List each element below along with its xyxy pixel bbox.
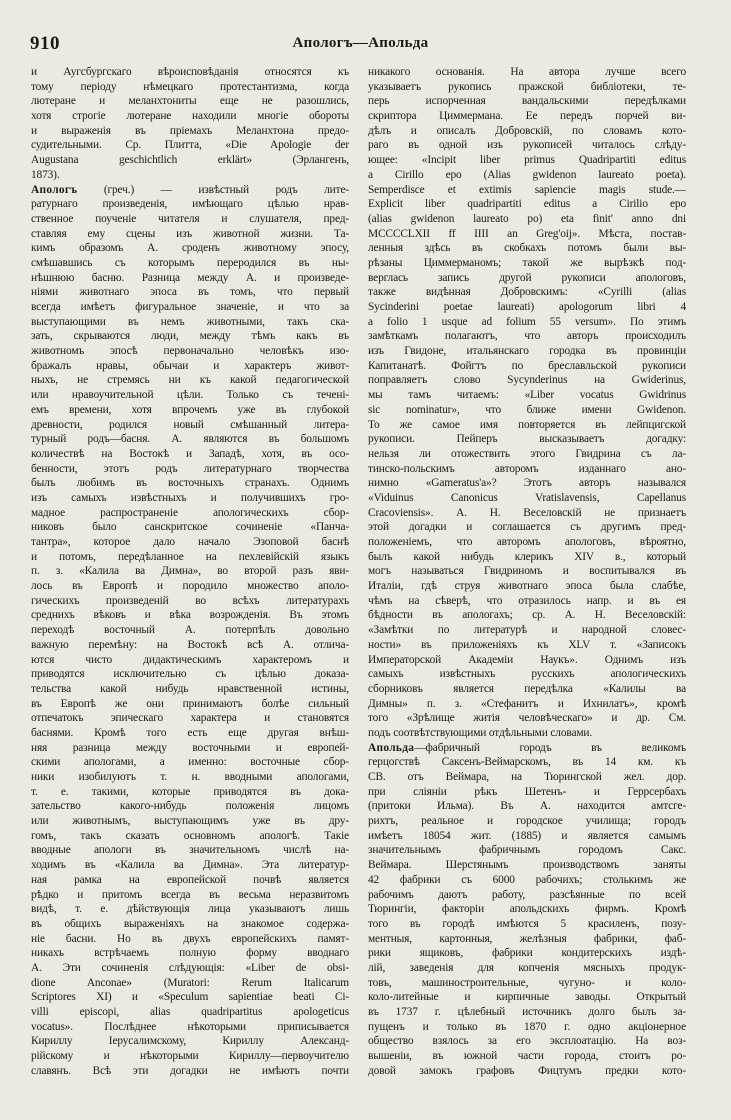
line-text: смѣшавшись съ которымъ переродился въ ны- xyxy=(31,256,349,269)
text-line xyxy=(31,1020,349,1035)
text-line xyxy=(368,638,686,653)
line-text: скриптора Циммермана. Ее передъ порчей ви- xyxy=(368,110,686,123)
text-line xyxy=(31,961,349,976)
line-text: лій, заведенія для копченія мясныхъ продук- xyxy=(368,961,686,974)
line-text: былъ какой нибудь клерикъ XIV в., который xyxy=(368,550,686,563)
line-text: ности» въ приложеніяхъ къ XLV т. «Записокъ xyxy=(368,638,686,651)
text-line xyxy=(368,124,686,139)
text-line xyxy=(31,373,349,388)
line-text: т. е. такими, которые приводятся въ дока- xyxy=(31,785,349,798)
text-line xyxy=(31,843,349,858)
text-line xyxy=(368,197,686,212)
line-text: ются чисто дидактическимъ характеромъ и xyxy=(31,653,349,666)
text-line xyxy=(31,403,349,418)
line-text: среднихъ вѣковъ и вѣка возрожденія. Въ этомъ xyxy=(31,609,349,622)
text-line xyxy=(31,138,349,153)
line-text: ныхъ, не стремясь ни къ какой педагогической xyxy=(31,374,349,387)
line-text: отпечатокъ эпическаго характера и становятся xyxy=(31,712,349,725)
line-text: значительнымъ фабричнымъ городомъ Сакс. xyxy=(368,844,686,857)
line-text: тому періоду нѣмецкаго протестантизма, когда xyxy=(31,80,349,93)
text-line xyxy=(31,711,349,726)
text-line xyxy=(31,65,349,80)
line-text: няя разница между восточными и европей- xyxy=(31,741,349,754)
line-text: рики ящиковъ, фабрики кондитерскихъ издѣ- xyxy=(368,947,686,960)
line-text: бенности, этотъ родъ литературнаго творчества xyxy=(31,462,349,475)
line-text: общество взялось за его эксплоатацію. На воз- xyxy=(368,1035,686,1048)
text-line xyxy=(31,388,349,403)
text-line xyxy=(368,65,686,80)
text-line xyxy=(31,799,349,814)
line-text: баснями. Кромѣ того есть еще другая внѣш- xyxy=(31,726,349,739)
line-text: сборниковъ является передѣлка «Калилы ва xyxy=(368,682,686,695)
line-text: a Cirillo epo (Alias gwidenon laureato poeta). xyxy=(368,168,686,181)
line-text: въ общихъ выраженіяхъ на знакомое содержа- xyxy=(31,917,349,930)
text-line xyxy=(31,300,349,315)
text-line xyxy=(368,917,686,932)
text-line xyxy=(31,550,349,565)
text-line xyxy=(368,858,686,873)
text-line xyxy=(31,1034,349,1049)
line-text: довой замокъ графовъ Фицтумъ предки кото- xyxy=(368,1064,686,1077)
line-text: villi episcopi, alias quadripartitus apologeticus xyxy=(31,1006,349,1018)
line-text: нимно «Gameratus'a»? Этотъ авторъ назывался xyxy=(368,477,686,490)
line-text: рукописи. Пейперъ высказываетъ догадку: xyxy=(368,433,686,446)
line-text: приводятся исключительно съ цѣлью доказа- xyxy=(31,668,349,681)
line-text: верглась запись другой рукописи апологовъ, xyxy=(368,271,686,284)
line-text: изъ Гвидоне, итальянскаго городка въ провинціи xyxy=(368,345,686,358)
text-line xyxy=(31,976,349,991)
text-line xyxy=(31,315,349,330)
text-line xyxy=(31,109,349,124)
text-line xyxy=(368,770,686,785)
text-line xyxy=(31,476,349,491)
text-line xyxy=(31,227,349,242)
text-line xyxy=(31,917,349,932)
text-line xyxy=(368,873,686,888)
text-line xyxy=(31,491,349,506)
line-text: бражалъ нравы, обычаи и характеръ живот- xyxy=(31,359,349,372)
text-line xyxy=(31,1049,349,1064)
text-line xyxy=(31,990,349,1005)
text-line xyxy=(368,623,686,638)
line-text: пущенъ и только въ 1870 г. одно акціонерное xyxy=(368,1020,686,1033)
text-line xyxy=(368,329,686,344)
line-text: или животнымъ, выступающимъ уже въ дру- xyxy=(31,815,349,828)
text-line xyxy=(368,1034,686,1049)
page-number: 910 xyxy=(30,33,60,54)
line-text: важную перемѣну: на Востокѣ всѣ А. отлича- xyxy=(31,638,349,651)
text-line xyxy=(368,359,686,374)
text-line xyxy=(368,403,686,418)
text-line xyxy=(31,858,349,873)
line-text: указываетъ рукопись пражской библіотеки, те- xyxy=(368,80,686,93)
text-line xyxy=(368,990,686,1005)
line-text: подъ соотвѣтствующими отдѣльными словами. xyxy=(368,726,593,739)
line-text: рихтъ, реальное и городское училища; городъ xyxy=(368,815,686,828)
text-line xyxy=(31,271,349,286)
text-line xyxy=(31,682,349,697)
line-text: Semperdisce et extimis sapiencie magis stude.— xyxy=(368,183,686,196)
text-line xyxy=(31,785,349,800)
line-text: зательство какого-нибудь положенія лицомъ xyxy=(31,800,349,813)
line-text: изъ самыхъ извѣстныхъ и получившихъ гро- xyxy=(31,491,349,504)
line-text: этой догадки и соглашается съ другимъ пред- xyxy=(368,521,686,534)
line-text: Тюрингіи, факторіи апольдскихъ фирмъ. Кромѣ xyxy=(368,903,686,916)
text-line xyxy=(31,755,349,770)
text-line xyxy=(368,1005,686,1020)
text-line xyxy=(31,1064,349,1079)
line-text: MCCCCLXII ff IIII an Greg'oij». Мѣста, постав- xyxy=(368,227,686,240)
text-line xyxy=(368,462,686,477)
line-text: vocatus». Послѣднее нѣкоторыми приписывается xyxy=(31,1020,349,1033)
line-text: Explicit liber quadripartiti editus a Cirilio epo xyxy=(368,198,686,211)
text-line xyxy=(31,653,349,668)
line-text: славянъ. Всѣ эти догадки не имѣютъ почти xyxy=(31,1064,349,1077)
text-line xyxy=(31,168,349,183)
text-line xyxy=(368,241,686,256)
line-text: коло-литейные и кирпичные заводы. Открытый xyxy=(368,991,686,1004)
line-text: Капитанатѣ. Фойгтъ по бреславльской рукописи xyxy=(368,359,686,372)
text-line xyxy=(368,755,686,770)
line-text: ющее: «Incipit liber primus Quadripartiti editus xyxy=(368,154,686,167)
line-text: «Viduinus Canonicus Vratislavensis, Capellanus xyxy=(368,491,686,504)
text-line xyxy=(31,623,349,638)
line-text: того въ городѣ имѣются 5 красиленъ, позу- xyxy=(368,917,686,930)
line-text: Augustana geschichtlich erklärt» (Эрлангенъ, xyxy=(31,154,349,167)
text-line xyxy=(368,109,686,124)
line-text: рѣзаны Циммерманомъ; такой же вырѣзкѣ под- xyxy=(368,256,686,269)
line-text: при сліяніи рѣкъ Шетенъ- и Геррсербахъ xyxy=(368,785,686,798)
text-line xyxy=(368,1049,686,1064)
line-text: никахъ встрѣчаемъ полную форму вводнаго xyxy=(31,947,349,960)
text-line xyxy=(31,902,349,917)
text-line xyxy=(368,550,686,565)
line-text: чѣмъ на сѣверѣ, что отразилось напр. и въ ея xyxy=(368,594,686,607)
article-headword: Апольда xyxy=(368,741,415,754)
text-line xyxy=(31,564,349,579)
text-line xyxy=(31,814,349,829)
line-text: —фабричный городъ въ великомъ xyxy=(414,741,686,754)
text-line xyxy=(31,520,349,535)
text-line xyxy=(368,418,686,433)
text-line xyxy=(368,80,686,95)
text-line xyxy=(31,579,349,594)
line-text: рійскому и нѣкоторыми Кириллу—первоучителю xyxy=(31,1050,349,1063)
line-text: количествѣ на Востокѣ и Западѣ, хотя, въ осо- xyxy=(31,447,349,460)
text-line xyxy=(368,564,686,579)
text-line xyxy=(31,829,349,844)
text-line xyxy=(31,946,349,961)
line-text: sic nominatur», что ближе имени Gwidenon. xyxy=(368,403,686,416)
line-text: въ 1737 г. цѣлебный источникъ долго былъ за- xyxy=(368,1006,686,1018)
text-line xyxy=(368,1064,686,1079)
line-text: и Аугсбургскаго вѣроисповѣданія относятся къ xyxy=(31,66,349,78)
text-line xyxy=(368,932,686,947)
text-line xyxy=(31,741,349,756)
line-text: ставляя ему сцены изъ животной жизни. Та- xyxy=(31,227,349,240)
text-line xyxy=(368,373,686,388)
line-text: рѣдко и притомъ всегда въ весьма неразвитомъ xyxy=(31,888,349,901)
text-line xyxy=(368,653,686,668)
line-text: Италіи, гдѣ струя животнаго эпоса была слабѣе, xyxy=(368,580,686,593)
text-line xyxy=(31,697,349,712)
line-text: СВ. отъ Веймара, на Тюрингской жел. дор. xyxy=(368,771,686,783)
text-line xyxy=(31,873,349,888)
text-line xyxy=(31,212,349,227)
text-line xyxy=(31,344,349,359)
text-line xyxy=(368,344,686,359)
text-line xyxy=(31,932,349,947)
line-text: ленныя здѣсь въ скобкахъ потомъ были вы- xyxy=(368,242,686,255)
text-line xyxy=(31,888,349,903)
text-line xyxy=(31,80,349,95)
text-line xyxy=(368,153,686,168)
line-text: Императорской Академіи Наукъ». Однимъ изъ xyxy=(368,653,686,666)
text-line xyxy=(368,976,686,991)
line-text: зать, скрываются люди, между тѣмъ какъ въ xyxy=(31,330,349,343)
line-text: никовъ было санскритское сочиненіе «Панча- xyxy=(31,521,349,534)
text-line xyxy=(368,1020,686,1035)
text-line xyxy=(31,329,349,344)
text-line xyxy=(368,667,686,682)
text-line xyxy=(368,491,686,506)
line-text: А. Эти сочиненія слѣдующія: «Liber de obsi- xyxy=(31,961,349,974)
line-text: (притоки Ильма). Въ А. находится амтсге- xyxy=(368,800,686,813)
line-text: ментныя, картонныя, желѣзныя фабрики, фаб- xyxy=(368,932,686,945)
text-line xyxy=(368,183,686,198)
text-line xyxy=(31,667,349,682)
line-text: лютеране и меланхтониты еще не разошлись, xyxy=(31,95,349,108)
line-text: Sycinderini poetae laureati) apologorum libri 4 xyxy=(368,301,686,313)
page-header xyxy=(30,33,691,57)
line-text: могъ называться Гвидриномъ и воспитывался въ xyxy=(368,565,686,578)
line-text: герцогствѣ Саксенъ-Веймарскомъ, въ 14 км. къ xyxy=(368,756,686,769)
line-text: п. з. «Калила ва Димна», во второй разъ яви- xyxy=(31,565,349,578)
text-line xyxy=(368,94,686,109)
line-text: замѣткамъ полагаютъ, что авторъ происходилъ xyxy=(368,330,686,343)
line-text: товъ, машиностроительные, чугуно- и коло- xyxy=(368,976,686,989)
text-line xyxy=(31,608,349,623)
text-line xyxy=(31,506,349,521)
line-text: дѣлъ и описалъ Добровскій, по словамъ кото- xyxy=(368,124,686,137)
line-text: Cracoviensis». А. Н. Веселовскій не признаетъ xyxy=(368,506,686,519)
line-text: перь испорченная вандальскими передѣлками xyxy=(368,95,686,108)
text-line xyxy=(31,726,349,741)
line-text: судительными. Ср. Плитта, «Die Apologie der xyxy=(31,139,349,152)
line-text: ратурнаго произведенія, имѣющаго цѣлью нрав- xyxy=(31,198,349,211)
text-line xyxy=(368,506,686,521)
line-text: турный родъ—басня. А. являются въ большомъ xyxy=(31,433,349,446)
text-line xyxy=(31,594,349,609)
text-line xyxy=(368,168,686,183)
line-text: dione Anconae» (Muratori: Rerum Italicarum xyxy=(31,976,349,989)
line-text: (греч.) — извѣстный родъ лите- xyxy=(77,183,349,196)
article-headword: Апологъ xyxy=(31,183,78,196)
text-line xyxy=(368,814,686,829)
line-text: гическихъ произведеній во всѣхъ литературахъ xyxy=(31,594,349,607)
text-line xyxy=(31,241,349,256)
text-line xyxy=(368,520,686,535)
text-line xyxy=(31,638,349,653)
line-text: былъ любимъ въ восточныхъ странахъ. Однимъ xyxy=(31,477,349,490)
line-text: кимъ образомъ А. сроденъ животному эпосу, xyxy=(31,242,349,255)
text-line xyxy=(31,183,349,198)
text-line xyxy=(368,227,686,242)
text-line xyxy=(31,124,349,139)
text-line xyxy=(368,476,686,491)
text-line xyxy=(31,94,349,109)
line-text: бѣдности въ апологахъ; ср. А. Н. Веселовскій: xyxy=(368,609,686,622)
line-text: То же самое имя повторяется въ лейпцигской xyxy=(368,418,686,431)
line-text: ніе басни. Но въ двухъ европейскихъ памят- xyxy=(31,932,349,945)
line-text: мы тамъ читаемъ: «Liber vocatus Gwidrinus xyxy=(368,389,686,402)
line-text: въ Европѣ же они принимаютъ болѣе сильный xyxy=(31,697,349,710)
line-text: вводные апологи въ значительномъ числѣ на- xyxy=(31,844,349,857)
text-line xyxy=(31,285,349,300)
line-text: гомъ, такъ сказать основномъ апологѣ. Такіе xyxy=(31,829,349,842)
text-line xyxy=(368,785,686,800)
line-text: положеніемъ, что авторомъ апологовъ, вѣроятно, xyxy=(368,536,686,548)
text-line xyxy=(368,138,686,153)
text-line xyxy=(368,741,686,756)
text-line xyxy=(31,418,349,433)
line-text: ная рамка на европейской почвѣ является xyxy=(31,873,349,886)
line-text: имѣетъ 18054 жит. (1885) и является самымъ xyxy=(368,829,686,842)
line-text: древности, родился новый смѣшанный литера- xyxy=(31,418,349,431)
text-line xyxy=(368,256,686,271)
text-line xyxy=(368,902,686,917)
line-text: ники изобилуютъ т. н. вводными апологами, xyxy=(31,771,349,783)
text-line xyxy=(368,579,686,594)
text-line xyxy=(368,315,686,330)
line-text: Кириллу Іерусалимскому, Кириллу Александ- xyxy=(31,1035,349,1048)
line-text: и выраженія въ пріемахъ Меланхтона предо- xyxy=(31,124,349,137)
line-text: вышеніи, въ южной части города, стоитъ ро- xyxy=(368,1050,686,1063)
right-text-column xyxy=(368,65,686,1105)
text-line xyxy=(368,843,686,858)
line-text: раго въ одной изъ рукописей читалось слѣду- xyxy=(368,139,686,152)
text-line xyxy=(31,256,349,271)
text-line xyxy=(368,432,686,447)
line-text: мадное распространеніе апологическихъ сбор- xyxy=(31,506,349,519)
line-text: тинско-польскимъ авторомъ изданнаго ано- xyxy=(368,462,686,475)
line-text: (alias gwidenon laureato po) eta finit' anno dni xyxy=(368,212,686,225)
line-text: никакого основанія. На автора лучше всего xyxy=(368,66,686,78)
text-line xyxy=(368,697,686,712)
text-line xyxy=(368,212,686,227)
line-text: того «Зрѣлище житія человѣческаго» и др. См. xyxy=(368,712,686,725)
text-line xyxy=(31,432,349,447)
text-line xyxy=(31,197,349,212)
text-line xyxy=(368,961,686,976)
text-line xyxy=(31,1005,349,1020)
text-line xyxy=(368,711,686,726)
text-line xyxy=(368,594,686,609)
text-line xyxy=(31,359,349,374)
line-text: 42 фабрики съ 6000 рабочихъ; столькимъ же xyxy=(368,873,686,886)
text-line xyxy=(368,388,686,403)
line-text: видѣ, т. е. дѣйствующія лица указываютъ лишь xyxy=(31,903,349,916)
text-line xyxy=(368,799,686,814)
line-text: скими апологами, а именно: восточные сбор- xyxy=(31,756,349,769)
text-line xyxy=(368,300,686,315)
text-line xyxy=(368,271,686,286)
line-text: Веймара. Шерстянымъ производствомъ заняты xyxy=(368,859,686,872)
text-line xyxy=(31,462,349,477)
line-text: лось въ Европѣ и породило множество аполо- xyxy=(31,580,349,593)
line-text: ніями животнаго эпоса въ томъ, что первый xyxy=(31,286,349,299)
running-title: Апологъ—Апольда xyxy=(292,35,429,51)
text-line xyxy=(368,726,686,741)
text-line xyxy=(31,447,349,462)
line-text: или нравоучительной цѣли. Только съ течені- xyxy=(31,389,349,402)
text-line xyxy=(368,285,686,300)
line-text: тельства какой нибудь нравственной истины, xyxy=(31,682,349,695)
text-line xyxy=(368,447,686,462)
line-text: всегда имѣетъ фигуральное значеніе, и что за xyxy=(31,301,349,313)
line-text: Scriptores XI) и «Speculum sapientiae beati Ci- xyxy=(31,991,349,1004)
line-text: ходимъ въ «Калила ва Димна». Эта литератур- xyxy=(31,859,349,872)
line-text: самыхъ извѣстныхъ русскихъ апологическихъ xyxy=(368,668,686,681)
line-text: животномъ эпосѣ первоначально человѣкъ изо- xyxy=(31,345,349,358)
line-text: нельзя ли отожествить этого Гвидрина съ ла- xyxy=(368,447,686,460)
text-line xyxy=(368,888,686,903)
line-text: Димны» п. з. «Стефанитъ и Ихнилатъ», кромѣ xyxy=(368,697,686,710)
text-line xyxy=(368,608,686,623)
text-line xyxy=(368,682,686,697)
text-line xyxy=(31,153,349,168)
text-line xyxy=(31,535,349,550)
line-text: емъ времени, хотя впрочемъ уже въ глубокой xyxy=(31,403,349,416)
line-text: поправляетъ слово Sycynderinus на Gwiderinus, xyxy=(368,374,686,387)
line-text: также видѣнная Добровскимъ: «Cyrilli (alias xyxy=(368,286,686,299)
text-line xyxy=(368,829,686,844)
line-text: выступающими въ немъ животными, такъ ска- xyxy=(31,315,349,328)
line-text: переходѣ восточный А. потерпѣлъ довольно xyxy=(31,624,349,637)
line-text: рабочимъ даютъ работу, разсѣянные по всей xyxy=(368,888,686,901)
line-text: хотя строгіе лютеране находили многіе обороты xyxy=(31,110,349,123)
line-text: и потомъ, передѣланное на пехлевійскій языкъ xyxy=(31,550,349,563)
line-text: 1873). xyxy=(31,168,60,181)
text-line xyxy=(31,770,349,785)
line-text: нѣшнюю басню. Разница между А. и произведе- xyxy=(31,271,349,284)
line-text: «Замѣтки по литературѣ и народной словес- xyxy=(368,624,686,637)
text-line xyxy=(368,535,686,550)
line-text: ственное поученіе читателя и слушателя, пред- xyxy=(31,212,349,225)
left-text-column xyxy=(31,65,349,1105)
line-text: a folio 1 usque ad folium 55 versum». По этимъ xyxy=(368,315,686,328)
text-line xyxy=(368,946,686,961)
line-text: тантра», которое дало начало Эзоповой баснѣ xyxy=(31,536,349,548)
